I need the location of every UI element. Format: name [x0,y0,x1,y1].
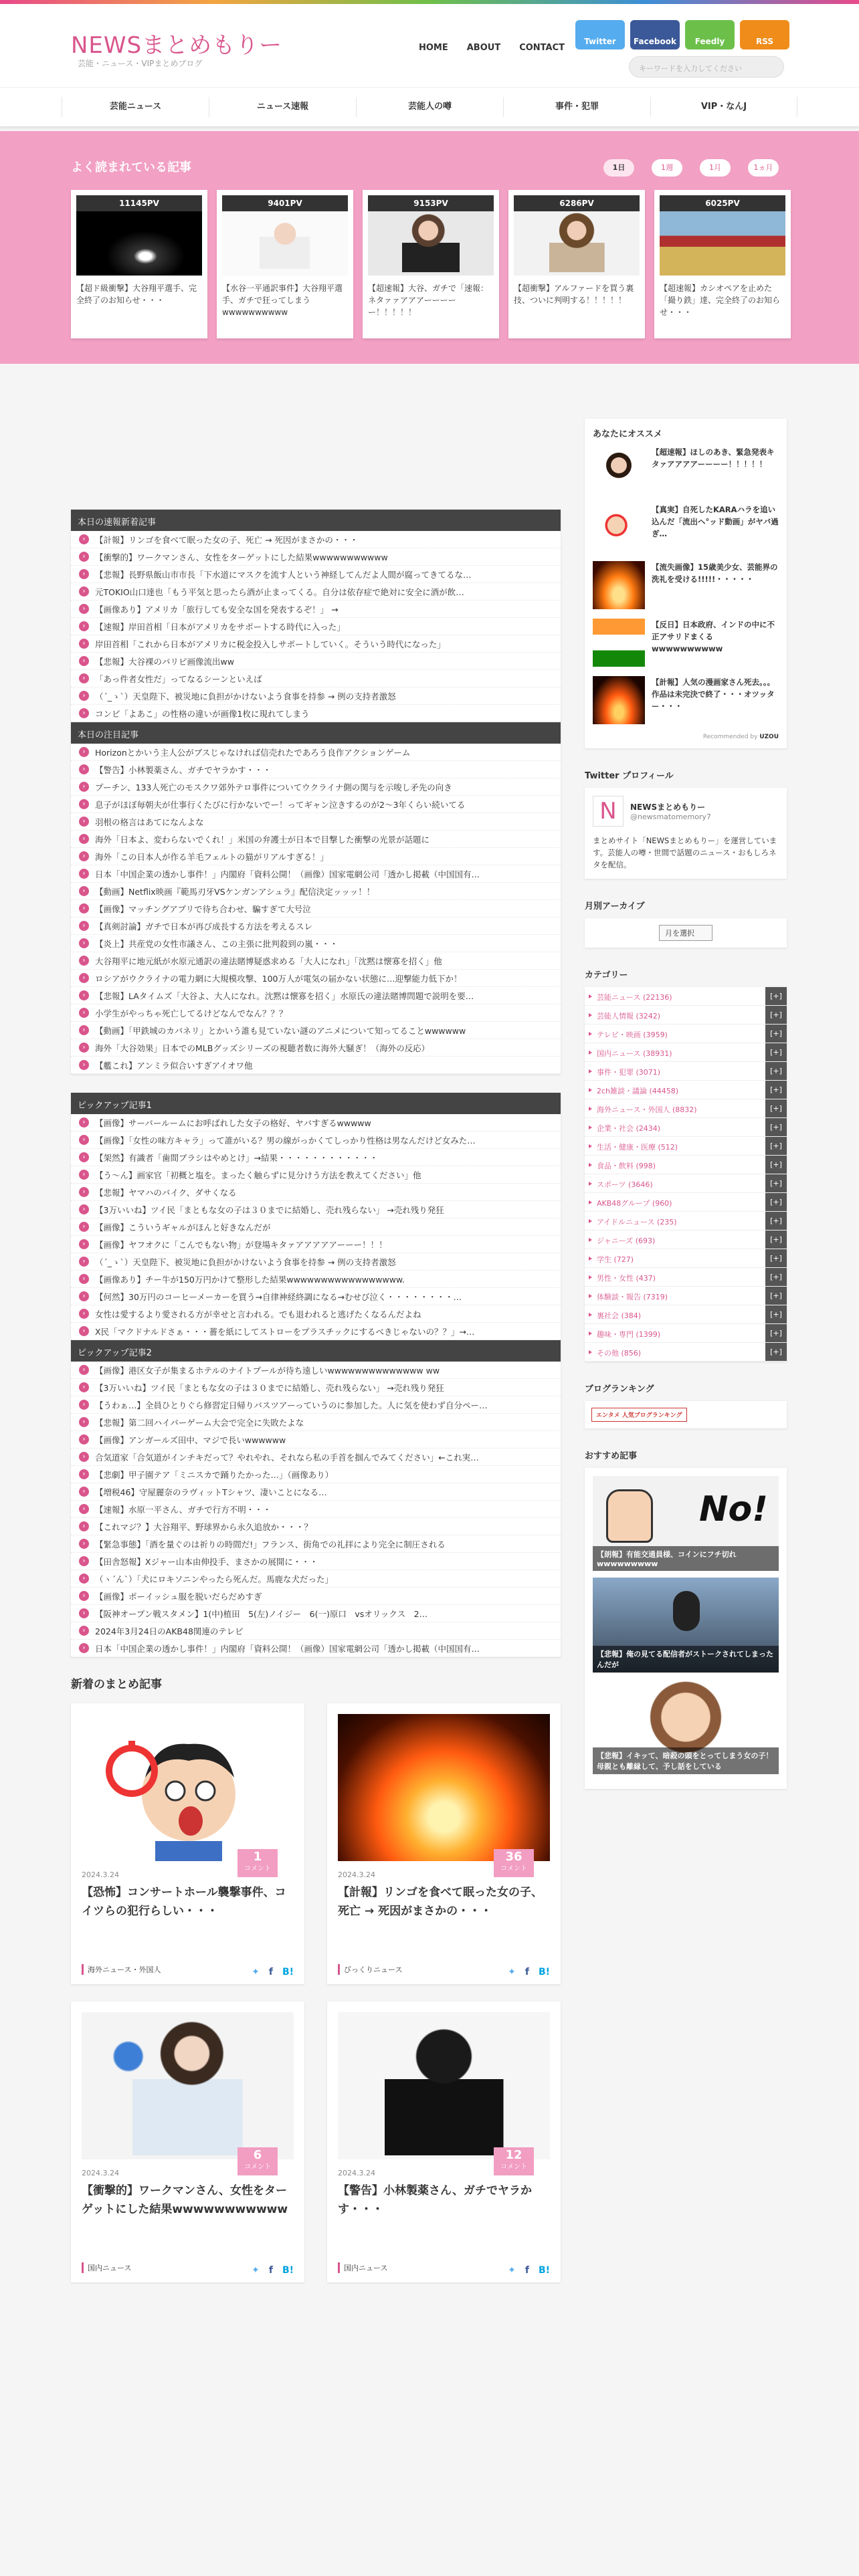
osusume-widget [585,1448,787,1789]
twitter-description: まとめサイト「NEWSまとめもりー」を運営しています。芸能人の噂・世間で話題のニュース・おもしろネタを配信。 [593,836,777,869]
article-link[interactable]: › 羽根の格言はあてになんよな [71,813,561,831]
article-thumb [82,2012,294,2159]
article-thumb [338,1714,550,1861]
category-expand-button[interactable]: [+] [765,1062,787,1080]
article-link[interactable]: › 【計報】リンゴを食べて眠った女の子、死亡 → 死因がまさかの・・・ [71,531,561,548]
popular-card[interactable] [654,190,791,338]
sidebar-heading: Twitter プロフィール [585,771,674,781]
article-link[interactable]: › 【炎上】共産党の女性市議さん、この主張に批判殺到の嵐・・・ [71,935,561,952]
comment-label: コメント [244,1865,271,1872]
category-item[interactable] [585,1099,787,1118]
popular-title: よく読まれている記事 [71,160,191,175]
box-heading: 本日の注目記事 [71,722,561,744]
recommend-thumb [593,446,645,494]
global-nav [419,43,565,53]
new-articles-title: 新着のまとめ記事 [71,1678,162,1691]
catnav-item[interactable]: 芸能人の噂 [356,97,503,117]
nav-home[interactable]: HOME [419,43,448,53]
article-link[interactable]: › 【真剣討論】ガチで日本が再び成長する方法を考えるスレ [71,918,561,935]
catnav-item[interactable]: ニュース速報 [209,97,356,117]
twitter-avatar: N [593,796,624,827]
recommend-item[interactable] [593,446,779,494]
hatena-share-icon[interactable]: B! [282,1967,294,1977]
ranking-box [585,1401,787,1428]
tab-all[interactable]: 1ヵ月 [748,159,779,177]
article-link[interactable]: › 【画像】アンガールズ田中、マジで長いwwwwww [71,1431,561,1448]
article-link[interactable]: › 【これマジ？】大谷翔平、野球界から永久追放か・・・？ [71,1518,561,1535]
article-link[interactable]: › 【うわぁ…】全員ひとりぐら修習定日帰りバスツアーっていうのに参加した。人に気を使わず自分ペー… [71,1396,561,1414]
facebook-label: Facebook [634,37,676,46]
category-item[interactable] [585,1230,787,1249]
category-item[interactable] [585,987,787,1006]
category-list [585,987,787,1362]
osusume-caption: 【朗報】有能交通員様、コインにフチ切れwwwwwwwww [593,1546,779,1571]
article-link[interactable]: › 【画像】こういうギャルがほんと好きなんだが [71,1218,561,1236]
sidebar-heading: カテゴリー [585,970,628,980]
article-link[interactable]: › 大谷翔平に地元紙が水原元通訳の違法賭博疑惑求める「大人になれ」「沈黙は懐寡を招く」他 [71,952,561,970]
category-expand-button[interactable]: [+] [765,1118,787,1136]
category-item[interactable] [585,1062,787,1081]
category-expand-button[interactable]: [+] [765,1193,787,1211]
site-header [0,4,859,87]
article-card[interactable] [327,1703,561,1984]
twitter-share-icon[interactable]: ✦ [508,1967,516,1977]
nav-contact[interactable]: CONTACT [519,43,565,53]
category-item[interactable] [585,1305,787,1324]
article-link[interactable]: › 【画像】マッチングアプリで待ち合わせ、騙すぎて大号泣 [71,900,561,918]
osusume-item[interactable] [593,1578,779,1673]
ranking-widget [585,1382,787,1428]
catnav-item[interactable]: 芸能ニュース [62,97,209,117]
osusume-caption: 【悲報】イキッて、暗殺の頭をとってしまう女の子！母親とも離縁して、予し話をしている [593,1747,779,1774]
share-icons [508,1967,550,1977]
article-date: 2024.3.24 [82,2169,119,2177]
recommend-text: 【真実】自死したKARAハラを追い込んだ「流出ヘ°ッド動画」がヤバ過ぎ… [652,505,779,538]
article-link[interactable]: › 【悲報】ヤマハのバイク、ダサくなる [71,1184,561,1201]
sidebar-heading: 月別アーカイブ [585,901,645,911]
comment-number: 36 [505,1850,522,1864]
site-logo[interactable]: NEWSまとめもりー [71,32,283,59]
category-expand-button[interactable]: [+] [765,1343,787,1361]
no-sign-text: No! [699,1489,768,1529]
twitter-card[interactable] [585,788,787,879]
facebook-share-icon[interactable]: f [268,2265,273,2276]
category-label[interactable]: ジャニーズ (693) [585,1230,765,1249]
comment-label: コメント [500,2163,527,2171]
article-link[interactable]: › 【画像】港区女子が集まるホテルのナイトプールが待ち遠しいwwwwwwwwwwwwww ww [71,1362,561,1379]
pv-count: 11145PV [76,195,202,211]
category-item[interactable] [585,1324,787,1343]
article-card[interactable] [71,1703,304,1984]
article-link[interactable]: › 息子がほぼ毎朝夫が仕事行くたびに行かないでー！ってギャン泣きするのが2〜3年くらい続いてる [71,796,561,813]
recommend-text: 【計報】人気の漫画家さん死去。。。作品は未完決で終了・・・オツッター・・・ [652,677,775,711]
popular-thumb [222,211,348,276]
article-link[interactable]: › 【悲報】大谷裸のパリピ画像流出ww [71,653,561,670]
category-item[interactable] [585,1343,787,1362]
category-label[interactable]: 海外ニュース・外国人 (8832) [585,1099,765,1117]
facebook-share-icon[interactable]: f [524,2265,529,2276]
article-link[interactable]: › 【何然】30万円のコーヒーメーカーを買う→自律神経終調になる→むせび泣く・・・・・・・・… [71,1288,561,1305]
popular-thumb [76,211,202,276]
article-category[interactable]: 国内ニュース [338,2262,387,2273]
twitter-share-icon[interactable]: ✦ [252,1967,260,1977]
article-link[interactable]: › 【緊急事態】「酒を量ぐのは祈りの時間だ!」フランス、街角での礼拝により完全に制圧される [71,1535,561,1553]
hatena-share-icon[interactable]: B! [282,2265,294,2276]
comment-count[interactable] [237,2147,278,2175]
article-link[interactable]: › （ヽ´ん`）「犬にロキソニンやったら死んだ。馬鹿な犬だった」 [71,1570,561,1588]
article-title[interactable]: 【警告】小林製薬さん、ガチでヤラかす・・・ [338,2184,533,2216]
article-link[interactable]: › 【う〜ん】画家官「初概と塩を。まったく触らずに見分けう方法を教えてください」他 [71,1166,561,1184]
category-expand-button[interactable]: [+] [765,1137,787,1155]
popular-text: 【超速報】カシオペアを止めた「撮り鉄」達、完全終了のお知らせ・・・ [660,284,781,317]
sidebar-heading: おすすめ記事 [585,1451,638,1461]
article-title[interactable]: 【恐怖】コンサートホール襲撃事件、コイツらの犯行らしい・・・ [82,1886,286,1918]
article-link[interactable]: › 合気道家「合気道がインチキだって？やれやれ、それなら私の手首を掴んでみてください」←これ実… [71,1448,561,1466]
category-expand-button[interactable]: [+] [765,1081,787,1099]
article-link[interactable]: › 2024年3月24日のAKB48関連のテレビ [71,1622,561,1640]
article-link[interactable]: › （´_ゝ`）天皇陛下、被災地に負担がかけないよう食事を持参 → 例の支持者激怒 [71,687,561,705]
pickup1-box [71,1093,561,1657]
archive-box [585,918,787,948]
category-item[interactable] [585,1249,787,1268]
comment-count[interactable] [494,1849,534,1877]
article-thumb [338,2012,550,2159]
popular-thumb [368,211,494,276]
category-label[interactable]: その他 (856) [585,1343,765,1361]
site-tagline: 芸能・ニュース・VIPまとめブログ [78,59,203,68]
category-label[interactable]: アイドルニュース (235) [585,1212,765,1230]
category-widget [585,968,787,1362]
article-link[interactable]: › 【架然】有識者「歯間ブラシはやめとけ」→結果・・・・・・・・・・・・ [71,1149,561,1166]
category-label[interactable]: 国内ニュース (38931) [585,1043,765,1061]
article-link[interactable]: › 【悲報】第二回ハイパーゲーム大会で完全に失敗たよな [71,1414,561,1431]
category-item[interactable] [585,1006,787,1025]
article-link[interactable]: › 【田舎怒報】Xジャー山本由伸投手、まさかの展開に・・・ [71,1553,561,1570]
article-link[interactable]: › 【速報】水原一平さん、ガチで行方不明・・・ [71,1501,561,1518]
recommend-text: 【反日】日本政府、インドの中に不正アサリドまくるwwwwwwwwww [652,620,775,653]
tab-1day[interactable]: 1日 [603,159,634,177]
category-label[interactable]: 学生 (727) [585,1249,765,1267]
article-link[interactable]: › 「あっ件者女性だ」ってなるシーンといえば [71,670,561,687]
microphone-icon [673,1591,700,1631]
hatena-share-icon[interactable]: B! [538,2265,550,2276]
daily-list [71,531,561,722]
article-link[interactable]: › 岸田首相「これから日本がアメリカに税金投入しサポートしていく。そういう時代になった」 [71,635,561,653]
sns-buttons [575,20,789,49]
sidebar [585,419,787,1809]
popular-card[interactable] [508,190,645,338]
recommend-thumb [593,676,645,724]
article-link[interactable]: › 日本「中国企業の透かし事件！」内閣府「資料公開！（画像）国家電網公司「透かし掲載（中国国有… [71,1640,561,1657]
article-link[interactable]: › 【速報】岸田首相「日本がアメリカをサポートする時代に入った」 [71,618,561,635]
article-link[interactable]: › 【警告】小林製薬さん、ガチでヤラかす・・・ [71,761,561,778]
ranking-banner[interactable]: エンタメ 人気ブログランキング [591,1408,687,1422]
sidebar-heading: ブログランキング [585,1384,654,1394]
category-nav [0,87,859,127]
twitter-profile [585,768,787,879]
category-expand-button[interactable]: [+] [765,987,787,1005]
article-link[interactable]: › 女性は愛するより愛される方が幸せと言われる。でも退われると逃げたくなるんだよね [71,1305,561,1323]
article-link[interactable]: › 小学生がやっちゃ死亡してるけどなんでなん？？？ [71,1004,561,1022]
twitter-share-icon[interactable]: ✦ [508,2265,516,2276]
pv-count: 6025PV [660,195,785,211]
share-icons [252,1967,294,1977]
recommend-item[interactable] [593,619,779,667]
article-link[interactable]: › 海外「この日本人が作る羊毛フェルトの猫がリアルすぎる！」 [71,848,561,865]
osusume-caption: 【悲報】俺の見てる配信者がストークされてしまったんだが [593,1646,779,1673]
article-link[interactable]: › コンビ「よあこ」の性格の違いが画像1枚に現れてしまう [71,705,561,722]
recommend-text: 【超速報】ほしのあき、緊急発表キタァアアアアーーーー！！！！！ [652,447,775,469]
popular-text: 【超ド級衝撃】大谷翔平選手、完全終了のお知らせ・・・ [76,284,197,305]
category-label[interactable]: AKB48グループ (960) [585,1193,765,1211]
share-icons [252,2265,294,2276]
article-category[interactable]: 国内ニュース [82,2262,131,2273]
category-item[interactable] [585,1287,787,1305]
article-link[interactable]: › 【増税46】守屋麗奈のラヴィットTシャツ、凄いことになる… [71,1483,561,1501]
facebook-button[interactable] [630,20,680,49]
category-item[interactable] [585,1174,787,1193]
category-item[interactable] [585,1268,787,1287]
article-link[interactable]: › 【画像】ヤフオクに「こんでもない物」が登場キタァアアアアアーーー！！！ [71,1236,561,1253]
daily-box [71,510,561,1074]
comment-number: 12 [505,2148,522,2162]
category-item[interactable] [585,1081,787,1099]
twitter-share-icon[interactable]: ✦ [252,2265,260,2276]
tab-1month[interactable]: 1月 [700,159,731,177]
article-category[interactable]: びっくりニュース [338,1964,402,1975]
article-category[interactable]: 海外ニュース・外国人 [82,1964,161,1975]
category-label[interactable]: 生活・健康・医療 (512) [585,1137,765,1155]
category-item[interactable] [585,1025,787,1043]
category-expand-button[interactable]: [+] [765,1305,787,1323]
category-label[interactable]: 体験談・報告 (7319) [585,1287,765,1305]
box-heading: ピックアップ記事2 [71,1340,561,1362]
osusume-box [585,1468,787,1789]
twitter-handle: @newsmatomemory7 [630,813,711,821]
comment-label: コメント [500,1865,527,1872]
pv-count: 6286PV [514,195,640,211]
article-link[interactable]: › 【画像】サーバールームにお呼ばれした女子の格好、ヤバすぎるwwwww [71,1114,561,1132]
article-link[interactable]: › 【3万いいね】ツイ民「まともな女の子は３０までに結婚し、売れ残らない」 →売れ残り発狂 [71,1201,561,1218]
article-card[interactable] [71,2002,304,2282]
rss-button[interactable] [740,20,789,49]
category-expand-button[interactable]: [+] [765,1099,787,1117]
article-thumb [82,1714,294,1861]
category-expand-button[interactable]: [+] [765,1006,787,1024]
feedly-button[interactable] [685,20,735,49]
recommend-item[interactable] [593,676,779,724]
category-item[interactable] [585,1193,787,1212]
popular-text: 【超衝撃】アルファードを買う裏技、ついに判明する！！！！！ [514,284,634,305]
article-link[interactable]: › 【衝撃的】ワークマンさん、女性をターゲットにした結果wwwwwwwwwww [71,548,561,566]
osusume-item[interactable] [593,1476,779,1571]
category-expand-button[interactable]: [+] [765,1043,787,1061]
article-link[interactable]: › （´_ゝ`）天皇陛下、被災地に負担がかけないよう食事を持参 → 例の支持者激怒 [71,1253,561,1271]
comment-count[interactable] [237,1849,278,1877]
recommend-box [585,419,787,748]
article-link[interactable]: › 【阪神オープン戦スタメン】1(中)植田 5(左)ノイジー 6(一)原口 vsオリックス 2… [71,1605,561,1622]
recommend-item[interactable] [593,504,779,552]
article-date: 2024.3.24 [338,2169,375,2177]
category-label[interactable]: 芸能ニュース (22136) [585,987,765,1005]
sidebar-heading: あなたにオススメ [593,429,662,439]
credit-text: Recommended by [702,734,758,740]
tab-1week[interactable]: 1週 [652,159,682,177]
popular-section [0,131,859,364]
hand-icon [606,1489,653,1543]
category-label[interactable]: 2ch雑談・議論 (44458) [585,1081,765,1099]
popular-tabs [603,159,779,177]
comment-number: 6 [253,2148,262,2162]
category-item[interactable] [585,1118,787,1137]
category-label[interactable]: 趣味・専門 (1399) [585,1324,765,1342]
twitter-label: Twitter [584,37,616,46]
category-label[interactable]: スポーツ (3646) [585,1174,765,1192]
article-link[interactable]: › プーチン、133人死亡のモスクワ郊外テロ事件についてウクライナ側の関与を示唆し矛先の向き [71,778,561,796]
article-link[interactable]: › 【動画】Netflix映画『範馬刃牙VSケンガンアシュラ』配信決定ッッッ！！ [71,883,561,900]
comment-number: 1 [253,1850,262,1864]
recommend-thumb [593,561,645,609]
facebook-share-icon[interactable]: f [268,1967,273,1977]
category-expand-button[interactable]: [+] [765,1212,787,1230]
article-link[interactable]: › 【3万いいね】ツイ民「まともな女の子は３０までに結婚し、売れ残らない」 →売れ残り発狂 [71,1379,561,1396]
article-link[interactable]: › Horizonとかいう主人公がブスじゃなければ信売れたであろう良作アクションゲーム [71,744,561,761]
archive-select[interactable]: 月を選択 [659,925,712,941]
pv-count: 9153PV [368,195,494,211]
category-expand-button[interactable]: [+] [765,1156,787,1174]
category-expand-button[interactable]: [+] [765,1174,787,1192]
category-expand-button[interactable]: [+] [765,1025,787,1043]
popular-card[interactable] [71,190,207,338]
article-link[interactable]: › 【動画】「甲鉄城のカバネリ」とかいう誰も見ていない謎のアニメについて知ってることwwwwww [71,1022,561,1039]
article-link[interactable]: › 【画像あり】アメリカ「旅行しても安全な国を発表するぞ！」 → [71,601,561,618]
pickup2-list [71,1362,561,1657]
share-icons [508,2265,550,2276]
notice-list [71,744,561,1074]
article-title[interactable]: 【計報】リンゴを食べて眠った女の子、死亡 → 死因がまさかの・・・ [338,1886,543,1918]
nav-about[interactable]: ABOUT [466,43,501,53]
box-heading: ピックアップ記事1 [71,1093,561,1114]
recommend-credit[interactable]: Recommended by UZOU [702,734,779,740]
article-date: 2024.3.24 [82,1870,119,1879]
popular-thumb [660,211,785,276]
category-item[interactable] [585,1043,787,1062]
category-label[interactable]: 芸能人情報 (3242) [585,1006,765,1024]
category-expand-button[interactable]: [+] [765,1287,787,1305]
new-articles-grid [71,1703,561,2282]
comment-count[interactable] [494,2147,534,2175]
popular-thumb [514,211,640,276]
pickup1-list [71,1114,561,1340]
article-link[interactable]: › 【艦これ】アンミラ似合いすぎアイオワ他 [71,1057,561,1074]
article-link[interactable]: › 【悲報】LAタイムズ「大谷よ、大人になれ。沈黙は懐寡を招く」水原氏の違法賭博問題で説明を要… [71,987,561,1004]
recommend-item[interactable] [593,561,779,609]
category-label[interactable]: 裏社会 (384) [585,1305,765,1323]
india-flag-thumb [593,619,645,667]
feedly-label: Feedly [694,37,725,46]
article-link[interactable]: › 海外「大谷効果」日本でのMLBグッズシリーズの視聴者数に海外大騒ぎ！（海外の反応） [71,1039,561,1057]
comment-label: コメント [244,2163,271,2171]
article-link[interactable]: › 日本「中国企業の透かし事件！」内閣府「資料公開！（画像）国家電網公司「透かし掲載（中国国有… [71,865,561,883]
article-link[interactable]: › 【画像】ポーイッシュ服を脱いだらだめすぎ [71,1588,561,1605]
main-column [71,510,561,2282]
facebook-share-icon[interactable]: f [524,1967,529,1977]
catnav-item[interactable]: VIP・なんJ [650,97,797,117]
category-label[interactable]: 企業・社会 (2434) [585,1118,765,1136]
pv-count: 9401PV [222,195,348,211]
category-label[interactable]: テレビ・映画 (3959) [585,1025,765,1043]
popular-card[interactable] [217,190,353,338]
article-link[interactable]: › X民「マクドナルドさぁ・・・薔を紙にしてストローをプラスチックにするべきじゃないの？？」→… [71,1323,561,1340]
article-link[interactable]: › 【画像】「女性の味方キャラ」って誰がいる？男の線がっかくてしっかり性格は男なんだけど女みた… [71,1132,561,1149]
category-expand-button[interactable]: [+] [765,1324,787,1342]
article-link[interactable]: › 【画像あり】チー牛が150万円かけて整形した結果wwwwwwwwwwwwwwwww. [71,1271,561,1288]
category-label[interactable]: 食品・飲料 (998) [585,1156,765,1174]
category-item[interactable] [585,1212,787,1230]
category-label[interactable]: 事件・犯罪 (3071) [585,1062,765,1080]
category-item[interactable] [585,1156,787,1174]
article-date: 2024.3.24 [338,1870,375,1879]
recommend-thumb [593,504,645,552]
article-link[interactable]: › 元TOKIO山口達也「もう平気と思ったら酒が止まってくる。自分は依存症で絶対に安全に酒が飲… [71,583,561,601]
rss-label: RSS [756,37,773,46]
article-link[interactable]: › 海外「日本よ、変わらないでくれ！」米国の弁護士が日本で目撃した衝撃の光景が話題に [71,831,561,848]
twitter-button[interactable] [575,20,625,49]
article-card[interactable] [327,2002,561,2282]
category-expand-button[interactable]: [+] [765,1268,787,1286]
article-link[interactable]: › 【悲報】長野県飯山市市長「下水道にマスクを流す人という神経してんだよ人間が腐ってきてるな… [71,566,561,583]
recommend-text: 【流失画像】15歳美少女、芸能界の洗礼を受ける!!!!!・・・・・ [652,562,778,584]
category-expand-button[interactable]: [+] [765,1230,787,1249]
article-link[interactable]: › 【悲劇】甲子園テア「ミニスカで踊りたかった…」（画像あり） [71,1466,561,1483]
category-expand-button[interactable]: [+] [765,1249,787,1267]
hatena-share-icon[interactable]: B! [538,1967,550,1977]
category-item[interactable] [585,1137,787,1156]
search-input[interactable]: キーワードを入力してください [629,56,784,78]
popular-text: 【水谷一平通訳事件】大谷翔平選手、ガチで狂ってしまうwwwwwwwwww [222,284,343,317]
archive-widget [585,899,787,948]
osusume-item[interactable] [593,1679,779,1774]
article-link[interactable]: › ロシアがウクライナの電力網に大規模攻撃、100万人が電気の届かない状態に…迎撃能力低下か！ [71,970,561,987]
surprised-man-illustration [82,1714,294,1861]
twitter-name: NEWSまとめもりー [630,802,706,812]
catnav-item[interactable]: 事件・犯罪 [503,97,650,117]
box-heading: 本日の速報新着記事 [71,510,561,531]
category-label[interactable]: 男性・女性 (437) [585,1268,765,1286]
popular-cards [71,190,791,338]
popular-text: 【超速報】大谷、ガチで「速報：ネタァァアアアーーーーー！！！！！ [368,284,489,317]
popular-card[interactable] [363,190,499,338]
article-title[interactable]: 【衝撃的】ワークマンさん、女性をターゲットにした結果wwwwwwwwwww [82,2184,288,2216]
